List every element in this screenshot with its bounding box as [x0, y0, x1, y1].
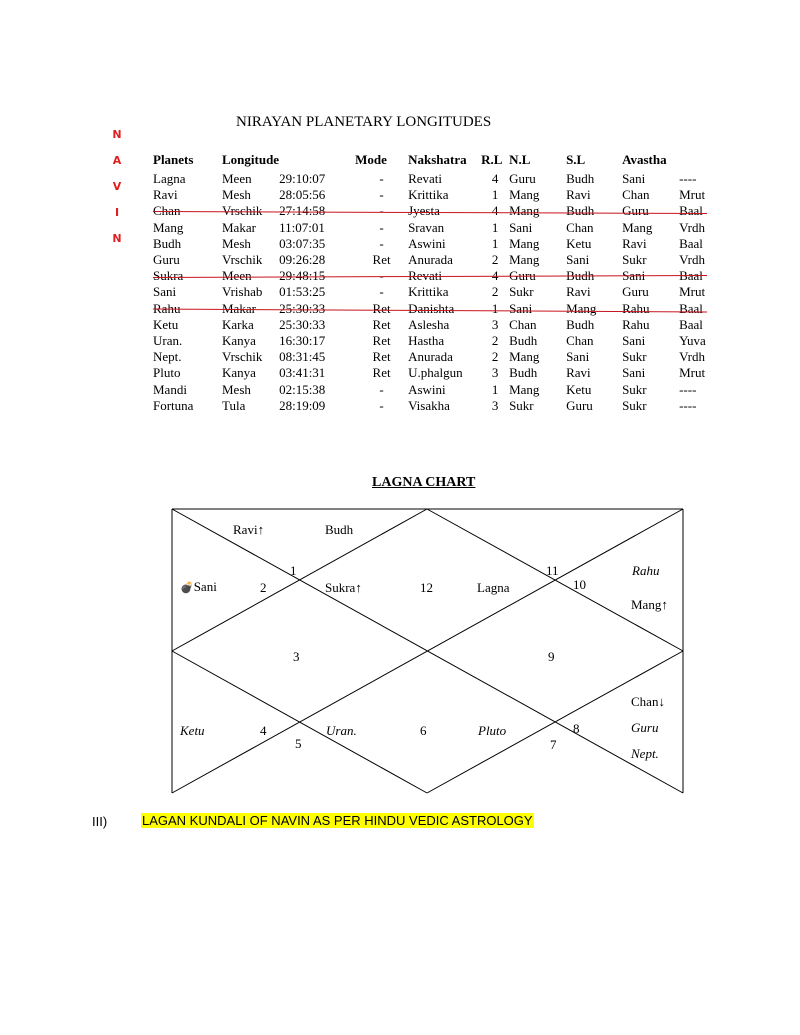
table-cell: Sani — [153, 284, 177, 300]
table-header-cell: Planets — [153, 152, 194, 167]
table-cell: Meen — [222, 268, 252, 284]
table-cell: Sani — [509, 300, 533, 316]
table-cell: 2 — [491, 332, 499, 348]
table-cell: - — [379, 284, 384, 300]
table-cell: Aslesha — [408, 316, 450, 332]
table-cell: Ret — [372, 365, 391, 381]
table-cell: Danishta — [408, 300, 455, 316]
table-cell: Mang — [509, 187, 540, 203]
table-cell: Jyesta — [408, 203, 440, 219]
table-cell: Budh — [566, 203, 595, 219]
planet-ravi-label: Ravi — [233, 522, 258, 537]
bomb-icon: 💣 — [180, 581, 194, 594]
table-cell: Mang — [509, 381, 540, 397]
table-cell: Karka — [222, 316, 254, 332]
table-cell: Makar — [222, 300, 256, 316]
table-cell: Chan — [509, 316, 537, 332]
table-cell: Aswini — [408, 235, 446, 251]
planet-mang — [631, 597, 668, 613]
side-letter: I — [114, 206, 120, 219]
table-cell: Sani — [622, 171, 646, 187]
arrow-down-icon: ↓ — [658, 694, 665, 709]
arrow-up-icon: ↑ — [355, 580, 362, 595]
table-cell: Vrschik — [222, 252, 263, 268]
table-cell: Rahu — [622, 316, 650, 332]
table-cell: - — [379, 187, 384, 203]
table-cell: 27:14:58 — [279, 203, 326, 219]
table-cell: Mang — [509, 203, 540, 219]
table-cell: Mang — [509, 349, 540, 365]
table-cell: Pluto — [153, 365, 181, 381]
table-cell: Ravi — [153, 187, 178, 203]
table-cell: - — [379, 219, 384, 235]
table-cell: 2 — [491, 349, 499, 365]
table-cell: Sani — [509, 219, 533, 235]
table-cell: Sani — [622, 365, 646, 381]
table-cell: Baal — [679, 203, 703, 219]
table-cell: 2 — [491, 284, 499, 300]
planet-ravi — [233, 522, 264, 538]
side-letter: N — [112, 232, 122, 245]
table-cell: Rahu — [622, 300, 650, 316]
table-cell: Ravi — [622, 235, 647, 251]
table-cell: Aswini — [408, 381, 446, 397]
table-cell: Mandi — [153, 381, 187, 397]
table-cell: Ravi — [566, 365, 591, 381]
table-cell: Guru — [622, 284, 649, 300]
planet-rahu: Rahu — [632, 563, 660, 578]
table-cell: 01:53:25 — [279, 284, 326, 300]
table-cell: Revati — [408, 171, 443, 187]
side-letter: N — [112, 128, 122, 141]
table-cell: Mang — [509, 235, 540, 251]
house-number-1: 1 — [290, 563, 297, 578]
planet-chan — [631, 694, 665, 710]
table-cell: 4 — [491, 268, 499, 284]
table-cell: 1 — [491, 381, 499, 397]
table-cell: 09:26:28 — [279, 252, 326, 268]
table-cell: Chan — [566, 332, 594, 348]
table-cell: - — [379, 235, 384, 251]
table-cell: Vrschik — [222, 203, 263, 219]
planet-sani — [180, 579, 217, 595]
house-number-5: 5 — [295, 736, 302, 751]
arrow-up-icon: ↑ — [661, 597, 668, 612]
table-cell: - — [379, 397, 384, 413]
table-cell: ---- — [679, 381, 697, 397]
table-cell: Mrut — [679, 187, 706, 203]
table-cell: Budh — [566, 171, 595, 187]
house-number-2: 2 — [260, 580, 267, 595]
table-cell: Visakha — [408, 397, 450, 413]
table-cell: Guru — [622, 203, 649, 219]
planet-sukra — [325, 580, 362, 596]
table-cell: Mang — [622, 219, 653, 235]
table-cell: 29:10:07 — [279, 171, 326, 187]
table-cell: Baal — [679, 300, 703, 316]
table-cell: Ret — [372, 332, 391, 348]
table-cell: 29:48:15 — [279, 268, 326, 284]
table-cell: Lagna — [153, 171, 186, 187]
table-cell: Sukr — [622, 381, 647, 397]
table-cell: Ret — [372, 300, 391, 316]
table-cell: 3 — [491, 316, 499, 332]
table-cell: Budh — [153, 235, 182, 251]
table-cell: 3 — [491, 365, 499, 381]
table-header-cell: Mode — [355, 152, 387, 167]
table-cell: 1 — [491, 187, 499, 203]
house-number-12: 12 — [420, 580, 433, 595]
table-cell: Guru — [566, 397, 593, 413]
table-cell: Uran. — [153, 332, 183, 348]
table-cell: 16:30:17 — [279, 332, 326, 348]
table-cell: Mesh — [222, 381, 251, 397]
table-cell: Vrdh — [679, 349, 706, 365]
table-cell: 03:07:35 — [279, 235, 326, 251]
table-cell: Anurada — [408, 252, 453, 268]
table-cell: Sukr — [509, 284, 534, 300]
table-cell: Sukr — [509, 397, 534, 413]
table-cell: Vrschik — [222, 349, 263, 365]
table-cell: Mesh — [222, 235, 251, 251]
chart-title: LAGNA CHART — [372, 475, 476, 490]
table-cell: 3 — [491, 397, 499, 413]
table-cell: - — [379, 203, 384, 219]
table-cell: 03:41:31 — [279, 365, 326, 381]
table-header-cell: S.L — [566, 152, 586, 167]
table-cell: Sani — [566, 349, 590, 365]
table-cell: Vrdh — [679, 219, 706, 235]
table-cell: Budh — [566, 268, 595, 284]
table-cell: Nept. — [153, 349, 182, 365]
table-cell: 08:31:45 — [279, 349, 326, 365]
table-header-cell: R.L — [481, 152, 503, 167]
table-cell: 25:30:33 — [279, 300, 326, 316]
table-cell: - — [379, 268, 384, 284]
table-cell: Makar — [222, 219, 256, 235]
table-cell: Kanya — [222, 332, 256, 348]
table-cell: Mang — [566, 300, 597, 316]
house-number-11: 11 — [546, 563, 559, 578]
table-cell: Mrut — [679, 284, 706, 300]
table-cell: Sukr — [622, 397, 647, 413]
table-header-cell: Avastha — [622, 152, 667, 167]
planet-chan-label: Chan — [631, 694, 659, 709]
table-cell: Ketu — [153, 316, 179, 332]
table-cell: Vrishab — [222, 284, 263, 300]
table-cell: Sukr — [622, 252, 647, 268]
side-letter: A — [112, 154, 122, 167]
table-cell: Baal — [679, 235, 703, 251]
table-cell: Budh — [566, 316, 595, 332]
table-cell: Mrut — [679, 365, 706, 381]
table-cell: Vrdh — [679, 252, 706, 268]
table-cell: Sani — [622, 332, 646, 348]
table-cell: Guru — [509, 268, 536, 284]
section-number: III) — [92, 814, 108, 829]
table-cell: Anurada — [408, 349, 453, 365]
table-cell: - — [379, 381, 384, 397]
table-cell: Ketu — [566, 235, 592, 251]
table-cell: Chan — [566, 219, 594, 235]
table-cell: Ravi — [566, 284, 591, 300]
table-cell: Guru — [153, 252, 180, 268]
table-cell: Ravi — [566, 187, 591, 203]
table-cell: ---- — [679, 397, 697, 413]
table-cell: 28:19:09 — [279, 397, 326, 413]
table-cell: Budh — [509, 332, 538, 348]
table-cell: Revati — [408, 268, 443, 284]
table-cell: 11:07:01 — [279, 219, 325, 235]
house-number-4: 4 — [260, 723, 267, 738]
table-cell: Tula — [222, 397, 246, 413]
planet-lagna: Lagna — [477, 580, 510, 595]
table-title: NIRAYAN PLANETARY LONGITUDES — [236, 114, 492, 130]
table-cell: 4 — [491, 203, 499, 219]
planet-sukra-label: Sukra — [325, 580, 356, 595]
table-cell: 1 — [491, 300, 499, 316]
table-cell: Guru — [509, 171, 536, 187]
table-cell: Sani — [622, 268, 646, 284]
table-header-cell: N.L — [509, 152, 531, 167]
table-cell: Budh — [509, 365, 538, 381]
table-cell: Sravan — [408, 219, 445, 235]
table-cell: Ret — [372, 252, 391, 268]
house-number-8: 8 — [573, 721, 580, 736]
table-cell: Ret — [372, 316, 391, 332]
planet-sani-label: Sani — [193, 579, 217, 594]
planet-nept: Nept. — [631, 746, 659, 761]
table-cell: Kanya — [222, 365, 256, 381]
planet-mang-label: Mang — [631, 597, 662, 612]
table-cell: Sukr — [622, 349, 647, 365]
house-number-10: 10 — [573, 577, 586, 592]
planet-guru: Guru — [631, 720, 659, 735]
house-number-7: 7 — [550, 737, 557, 752]
highlighted-caption: LAGAN KUNDALI OF NAVIN AS PER HINDU VEDIC ASTROLOGY — [142, 813, 533, 828]
table-cell: Yuva — [679, 332, 706, 348]
table-cell: Sukra — [153, 268, 184, 284]
table-cell: 25:30:33 — [279, 316, 326, 332]
table-cell: Mesh — [222, 187, 251, 203]
table-cell: ---- — [679, 171, 697, 187]
table-cell: Ret — [372, 349, 391, 365]
table-cell: 1 — [491, 235, 499, 251]
table-cell: Chan — [153, 203, 181, 219]
table-cell: Krittika — [408, 284, 449, 300]
table-cell: Sani — [566, 252, 590, 268]
table-cell: Chan — [622, 187, 650, 203]
table-cell: Hastha — [408, 332, 445, 348]
table-cell: 02:15:38 — [279, 381, 326, 397]
table-cell: 2 — [491, 252, 499, 268]
table-cell: Baal — [679, 268, 703, 284]
planet-uran: Uran. — [326, 723, 357, 738]
table-cell: Mang — [153, 219, 184, 235]
table-cell: Baal — [679, 316, 703, 332]
table-cell: Meen — [222, 171, 252, 187]
table-cell: Krittika — [408, 187, 449, 203]
table-cell: - — [379, 171, 384, 187]
house-number-3: 3 — [293, 649, 300, 664]
table-cell: U.phalgun — [408, 365, 463, 381]
side-letter: V — [112, 180, 122, 193]
table-header-cell: Longitude — [222, 152, 280, 167]
planet-ketu: Ketu — [180, 723, 205, 738]
table-cell: 4 — [491, 171, 499, 187]
table-cell: Mang — [509, 252, 540, 268]
house-number-6: 6 — [420, 723, 427, 738]
table-cell: 28:05:56 — [279, 187, 326, 203]
table-cell: Rahu — [153, 300, 181, 316]
table-header-cell: Nakshatra — [408, 152, 467, 167]
table-cell: 1 — [491, 219, 499, 235]
planet-budh: Budh — [325, 522, 354, 537]
arrow-up-icon: ↑ — [257, 522, 265, 537]
table-cell: Ketu — [566, 381, 592, 397]
planet-pluto: Pluto — [478, 723, 507, 738]
table-cell: Fortuna — [153, 397, 194, 413]
house-number-9: 9 — [548, 649, 555, 664]
